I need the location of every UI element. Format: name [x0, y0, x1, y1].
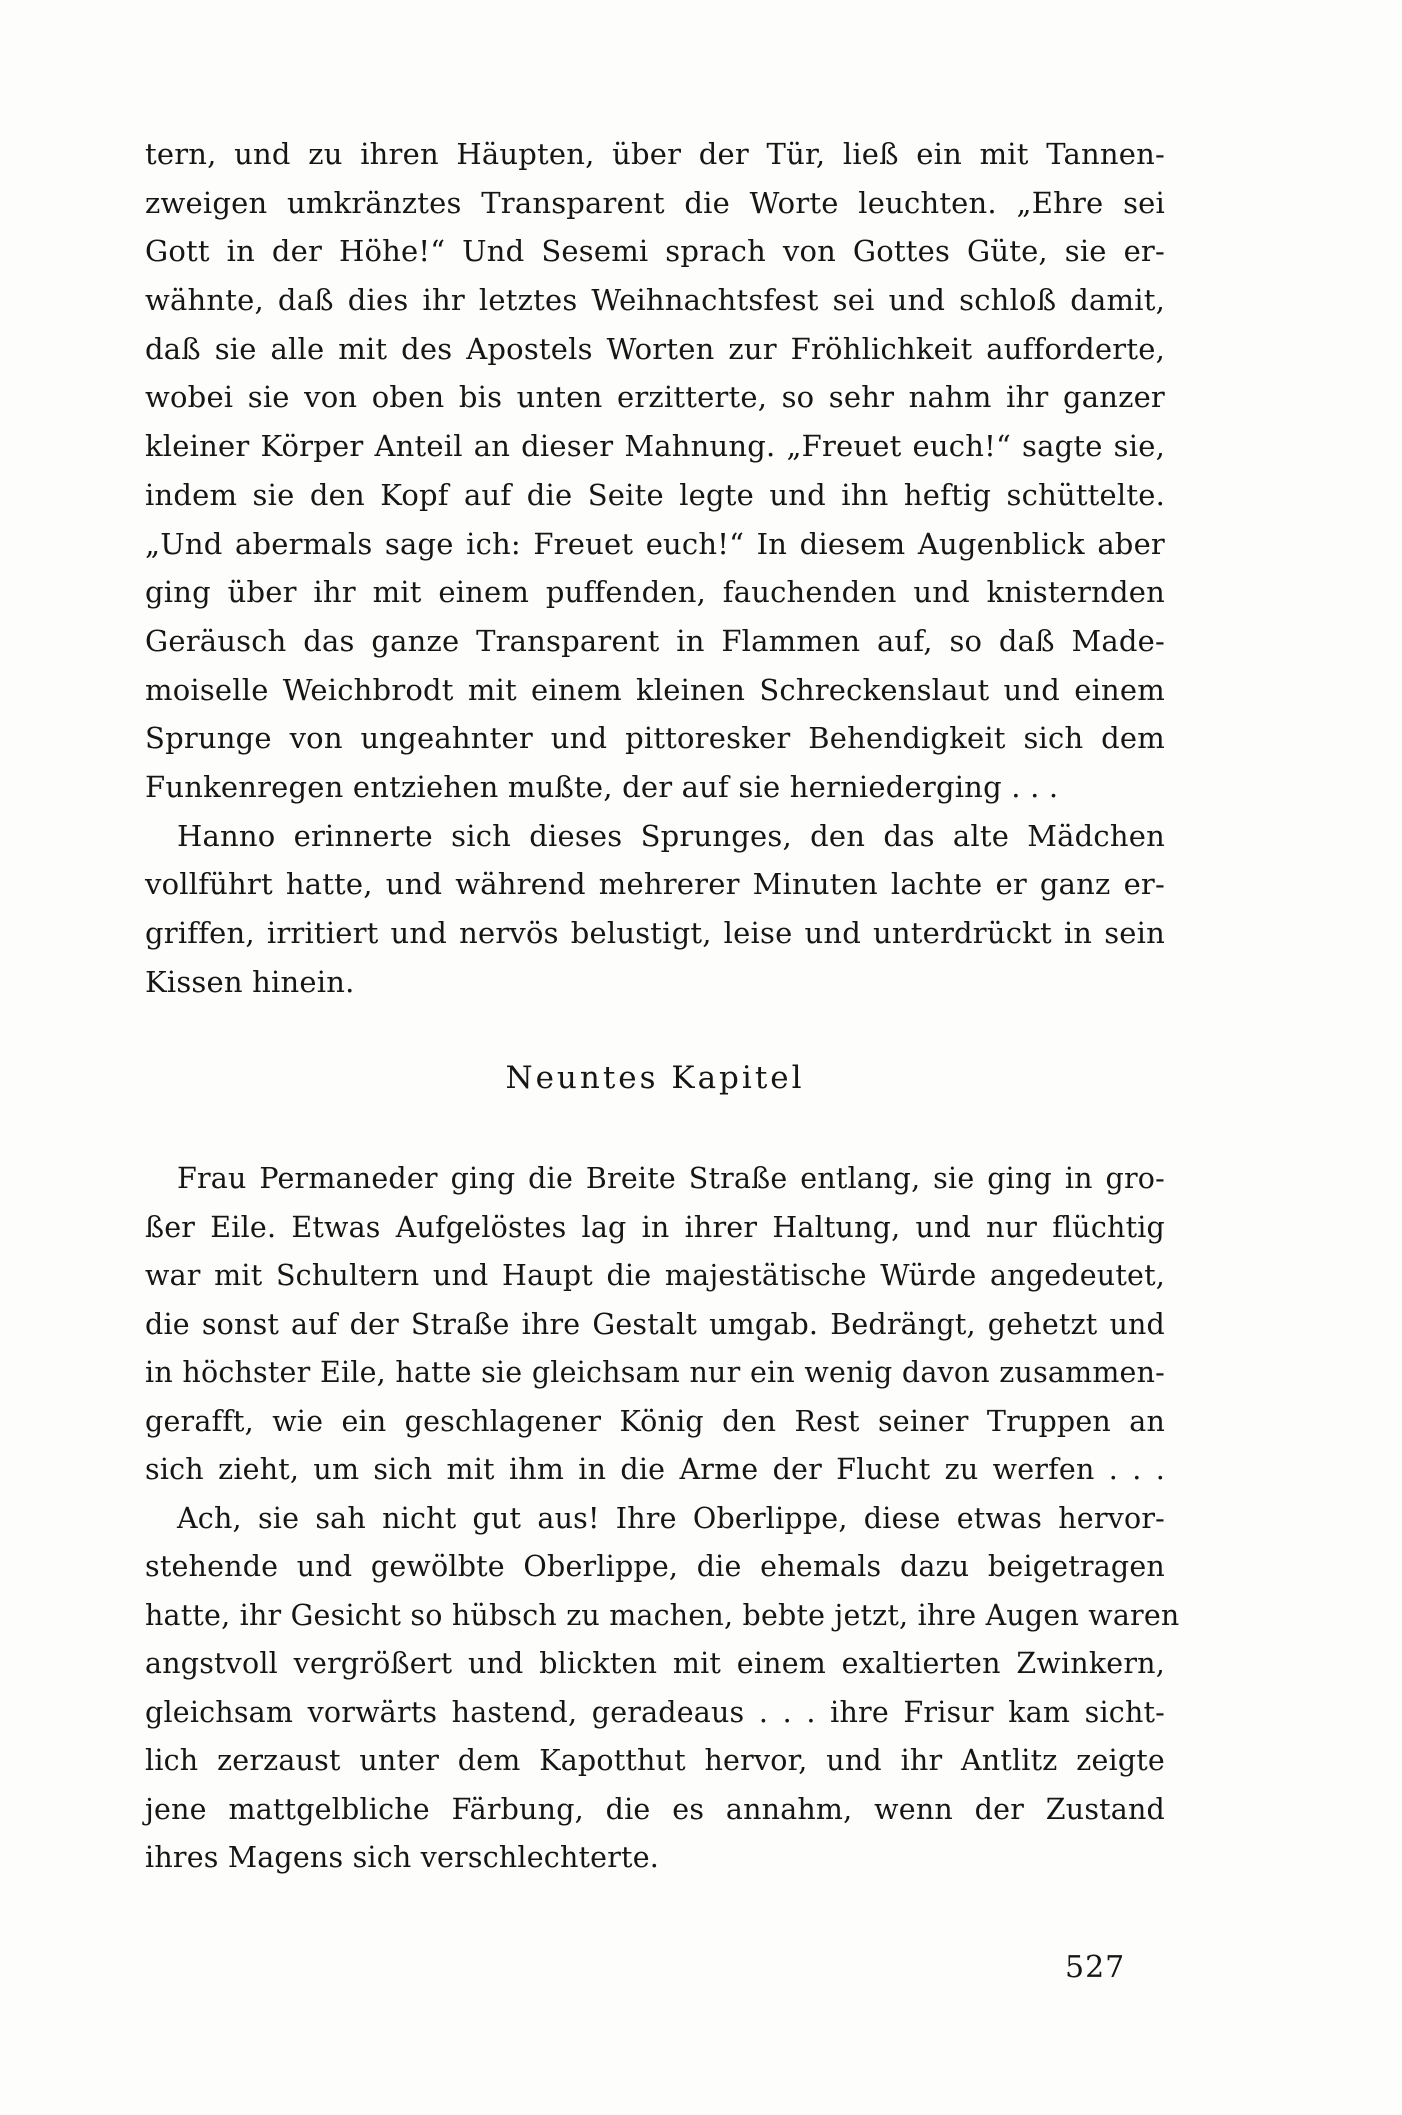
- section-one: [145, 130, 1165, 1006]
- text-line: gleichsam vorwärts hastend, geradeaus . . . ihre Frisur kam sicht-: [145, 1695, 1165, 1729]
- text-line: Hanno erinnerte sich dieses Sprunges, den das alte Mädchen: [177, 818, 1165, 853]
- page-number: 527: [1065, 1950, 1126, 1985]
- text-line: Ach, sie sah nicht gut aus! Ihre Oberlippe, diese etwas hervor-: [177, 1501, 1165, 1535]
- text-line: Funkenregen entziehen mußte, der auf sie herniederging . . .: [145, 769, 1059, 804]
- text-line: hatte, ihr Gesicht so hübsch zu machen, bebte jetzt, ihre Augen waren: [145, 1598, 1180, 1632]
- text-line: Geräusch das ganze Transparent in Flammen auf, so daß Made-: [145, 623, 1165, 658]
- text-line: griffen, irritiert und nervös belustigt, leise und unterdrückt in sein: [145, 916, 1165, 950]
- text-line: ging über ihr mit einem puffenden, fauchenden und knisternden: [145, 575, 1165, 610]
- chapter-heading: Neuntes Kapitel: [505, 1060, 805, 1097]
- text-line: die sonst auf der Straße ihre Gestalt umgab. Bedrängt, gehetzt und: [145, 1307, 1165, 1341]
- text-line: moiselle Weichbrodt mit einem kleinen Schreckenslaut und einem: [145, 672, 1165, 707]
- text-line: tern, und zu ihren Häupten, über der Tür, ließ ein mit Tannen-: [145, 137, 1165, 171]
- text-line: kleiner Körper Anteil an dieser Mahnung. „Freuet euch!“ sagte sie,: [145, 429, 1165, 464]
- text-line: in höchster Eile, hatte sie gleichsam nur ein wenig davon zusammen-: [145, 1356, 1165, 1390]
- text-line: lich zerzaust unter dem Kapotthut hervor, und ihr Antlitz zeigte: [145, 1744, 1165, 1778]
- section-two: [145, 1155, 1180, 1883]
- text-line: angstvoll vergrößert und blickten mit einem exaltierten Zwinkern,: [145, 1647, 1165, 1681]
- text-line: vollführt hatte, und während mehrerer Minuten lachte er ganz er-: [145, 867, 1165, 902]
- text-line: zweigen umkränztes Transparent die Worte leuchten. „Ehre sei: [145, 185, 1165, 220]
- text-line: stehende und gewölbte Oberlippe, die ehemals dazu beigetragen: [145, 1550, 1165, 1584]
- text-line: gerafft, wie ein geschlagener König den Rest seiner Truppen an: [145, 1404, 1165, 1438]
- text-line: sich zieht, um sich mit ihm in die Arme der Flucht zu werfen . . .: [145, 1453, 1165, 1487]
- text-line: wähnte, daß dies ihr letztes Weihnachtsfest sei und schloß damit,: [145, 283, 1165, 318]
- text-line: wobei sie von oben bis unten erzitterte, so sehr nahm ihr ganzer: [145, 380, 1165, 415]
- text-line: jene mattgelbliche Färbung, die es annahm, wenn der Zustand: [145, 1792, 1165, 1826]
- text-line: Sprunge von ungeahnter und pittoresker Behendigkeit sich dem: [145, 721, 1165, 756]
- text-line: Kissen hinein.: [145, 964, 355, 999]
- page-body: [145, 130, 1180, 1883]
- text-line: „Und abermals sage ich: Freuet euch!“ In diesem Augenblick aber: [145, 526, 1165, 561]
- text-line: war mit Schultern und Haupt die majestätische Würde angedeutet,: [145, 1259, 1165, 1293]
- text-line: ßer Eile. Etwas Aufgelöstes lag in ihrer Haltung, und nur flüchtig: [145, 1210, 1165, 1244]
- text-line: Gott in der Höhe!“ Und Sesemi sprach von Gottes Güte, sie er-: [145, 234, 1165, 269]
- text-line: Frau Permaneder ging die Breite Straße entlang, sie ging in gro-: [177, 1162, 1165, 1196]
- text-line: daß sie alle mit des Apostels Worten zur Fröhlichkeit aufforderte,: [145, 331, 1165, 366]
- text-line: ihres Magens sich verschlechterte.: [145, 1841, 660, 1875]
- text-line: indem sie den Kopf auf die Seite legte und ihn heftig schüttelte.: [145, 477, 1165, 512]
